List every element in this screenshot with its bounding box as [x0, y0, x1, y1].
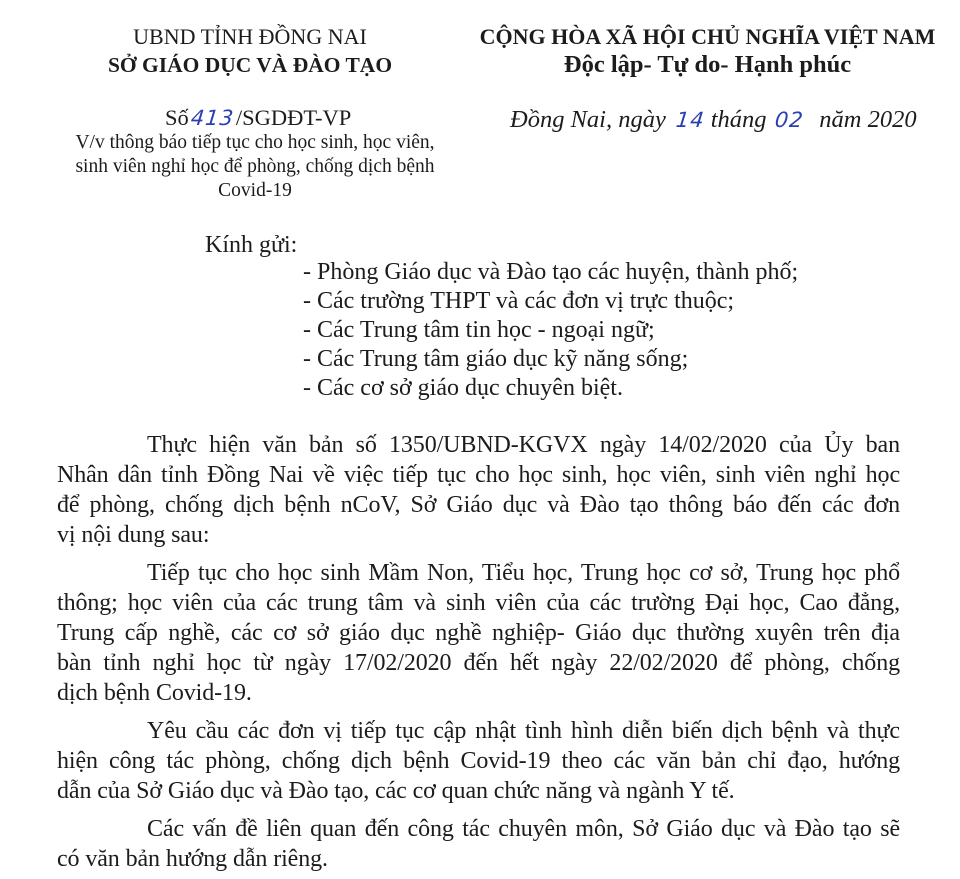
body-paragraph [57, 716, 900, 806]
recipients-label: Kính gửi: [205, 232, 298, 258]
date-place: Đồng Nai, ngày [510, 106, 666, 133]
national-motto: Độc lập- Tự do- Hạnh phúc [563, 51, 852, 78]
subject-line: Covid-19 [218, 180, 292, 201]
paragraph-line: Thực hiện văn bản số 1350/UBND-KGVX ngày 14/02/2020 của Ủy ban [147, 432, 900, 458]
subject-line: sinh viên nghỉ học để phòng, chống dịch bệnh [75, 156, 435, 177]
paragraph-line: Trung cấp nghề, các cơ sở giáo dục nghề nghiệp- Giáo dục thường xuyên trên địa [57, 620, 900, 646]
handwritten-day: 14 [674, 108, 706, 132]
subject-line: V/v thông báo tiếp tục cho học sinh, học viên, [75, 132, 435, 153]
issuing-agency-block [50, 23, 450, 79]
paragraph-line: bàn tỉnh nghỉ học từ ngày 17/02/2020 đến hết ngày 22/02/2020 để phòng, chống [57, 650, 900, 676]
date-line [510, 106, 917, 134]
recipient-item: - Các Trung tâm giáo dục kỹ năng sống; [303, 346, 689, 372]
handwritten-document-number: 413 [189, 106, 236, 130]
paragraph-line: có văn bản hướng dẫn riêng. [57, 846, 328, 872]
recipient-item: - Phòng Giáo dục và Đào tạo các huyện, thành phố; [303, 259, 799, 285]
paragraph-line: vị nội dung sau: [57, 522, 210, 548]
body-paragraph [57, 558, 900, 708]
paragraph-line: Tiếp tục cho học sinh Mầm Non, Tiểu học, Trung học cơ sở, Trung học phổ [147, 560, 900, 586]
paragraph-line: hiện công tác phòng, chống dịch bệnh Covid-19 theo các văn bản chỉ đạo, hướng [57, 748, 900, 774]
paragraph-line: dẫn của Sở Giáo dục và Đào tạo, các cơ quan chức năng và ngành Y tế. [57, 778, 735, 804]
document-body [57, 430, 900, 874]
subject-block [40, 131, 470, 203]
paragraph-line: Nhân dân tỉnh Đồng Nai về việc tiếp tục cho học sinh, học viên, sinh viên nghỉ học [57, 462, 900, 488]
agency-name: SỞ GIÁO DỤC VÀ ĐÀO TẠO [107, 53, 393, 77]
paragraph-line: Yêu cầu các đơn vị tiếp tục cập nhật tình hình diễn biến dịch bệnh và thực [147, 718, 900, 744]
date-month-label: tháng [710, 106, 767, 133]
paragraph-line: Các vấn đề liên quan đến công tác chuyên môn, Sở Giáo dục và Đào tạo sẽ [147, 816, 900, 842]
document-number-prefix: Số [165, 105, 189, 130]
recipients-list [303, 258, 798, 403]
recipient-item: - Các Trung tâm tin học - ngoại ngữ; [303, 317, 655, 343]
agency-parent: UBND TỈNH ĐỒNG NAI [133, 24, 367, 49]
recipient-item: - Các cơ sở giáo dục chuyên biệt. [303, 375, 623, 401]
recipient-item: - Các trường THPT và các đơn vị trực thuộc; [303, 288, 735, 314]
handwritten-month: 02 [773, 108, 805, 132]
body-paragraph [57, 814, 900, 874]
body-paragraph [57, 430, 900, 550]
paragraph-line: để phòng, chống dịch bệnh nCoV, Sở Giáo dục và Đào tạo thông báo đến các đơn [57, 492, 900, 518]
document-number-code: /SGDĐT-VP [235, 105, 352, 130]
paragraph-line: thông; học viên của các trung tâm và sinh viên của các trường Đại học, Cao đẳng, [57, 590, 900, 616]
paragraph-line: dịch bệnh Covid-19. [57, 680, 252, 706]
national-title-block [455, 23, 960, 79]
document-number [165, 104, 351, 132]
date-year: năm 2020 [819, 106, 917, 133]
national-name: CỘNG HÒA XÃ HỘI CHỦ NGHĨA VIỆT NAM [479, 24, 936, 49]
